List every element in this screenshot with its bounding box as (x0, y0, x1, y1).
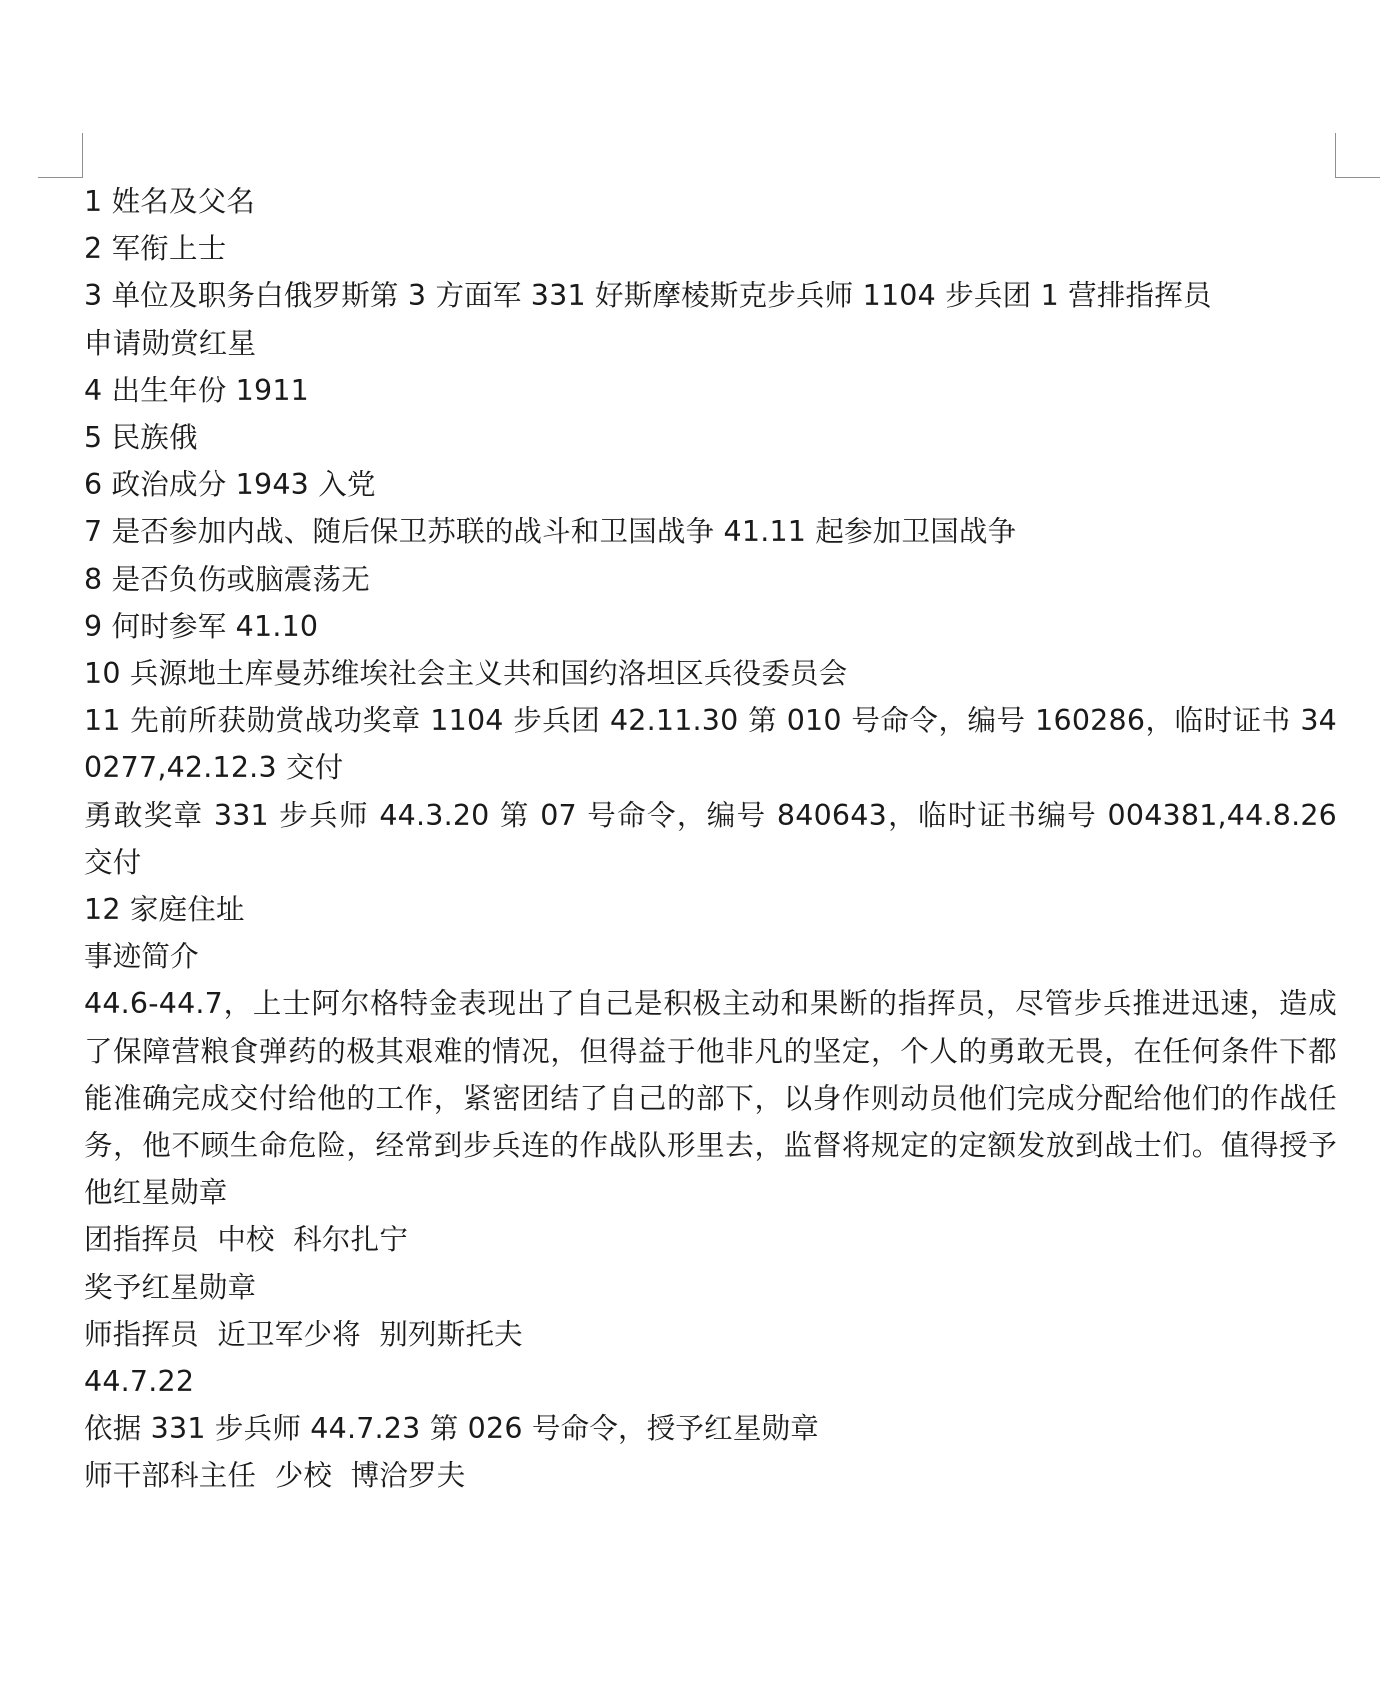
field-rank: 2 军衔上士 (84, 232, 227, 266)
personnel-chief-signature: 师干部科主任 少校 博洽罗夫 (84, 1459, 466, 1493)
field-home-address: 12 家庭住址 (84, 893, 245, 927)
field-birth-year: 4 出生年份 1911 (84, 373, 309, 407)
field-wounds: 8 是否负伤或脑震荡无 (84, 562, 370, 596)
field-draft-office: 10 兵源地土库曼苏维埃社会主义共和国约洛坦区兵役委员会 (84, 657, 848, 691)
field-party: 6 政治成分 1943 入党 (84, 468, 376, 502)
award-decision: 奖予红星勋章 (84, 1270, 257, 1304)
deeds-heading: 事迹简介 (84, 940, 199, 974)
division-commander-signature: 师指挥员 近卫军少将 别列斯托夫 (84, 1317, 523, 1351)
signature-date: 44.7.22 (84, 1365, 195, 1399)
field-unit-position: 3 单位及职务白俄罗斯第 3 方面军 331 好斯摩棱斯克步兵师 1104 步兵团 1 营排指挥员 (84, 279, 1212, 313)
field-enlistment-date: 9 何时参军 41.10 (84, 609, 319, 643)
regiment-commander-signature: 团指挥员 中校 科尔扎宁 (84, 1223, 409, 1257)
award-request: 申请勋赏红星 (84, 326, 257, 360)
document-body (84, 178, 1347, 1500)
field-nationality: 5 民族俄 (84, 421, 198, 455)
page-corner-mark-top-left (38, 133, 83, 178)
previous-award-bravery-medal: 勇敢奖章 331 步兵师 44.3.20 第 07 号命令，编号 840643，临时证书编号 004381,44.8.26 交付 (84, 798, 1347, 879)
field-previous-awards: 11 先前所获勋赏战功奖章 1104 步兵团 42.11.30 第 010 号命令，编号 160286，临时证书 340277,42.12.3 交付 (84, 704, 1337, 785)
deeds-text: 44.6-44.7，上士阿尔格特金表现出了自己是积极主动和果断的指挥员，尽管步兵推进迅速，造成了保障营粮食弹药的极其艰难的情况，但得益于他非凡的坚定，个人的勇敢无畏，在任何条件下都能准确完成交付给他的工作，紧密团结了自己的部下，以身作则动员他们完成分配给他们的作战任务，他不顾生命危险，经常到步兵连的作战队形里去，监督将规定的定额发放到战士们。值得授予他红星勋章 (84, 987, 1337, 1210)
page-corner-mark-top-right (1335, 133, 1380, 178)
award-order-reference: 依据 331 步兵师 44.7.23 第 026 号命令，授予红星勋章 (84, 1412, 819, 1446)
field-name: 1 姓名及父名 (84, 185, 256, 218)
field-war-participation: 7 是否参加内战、随后保卫苏联的战斗和卫国战争 41.11 起参加卫国战争 (84, 515, 1017, 549)
